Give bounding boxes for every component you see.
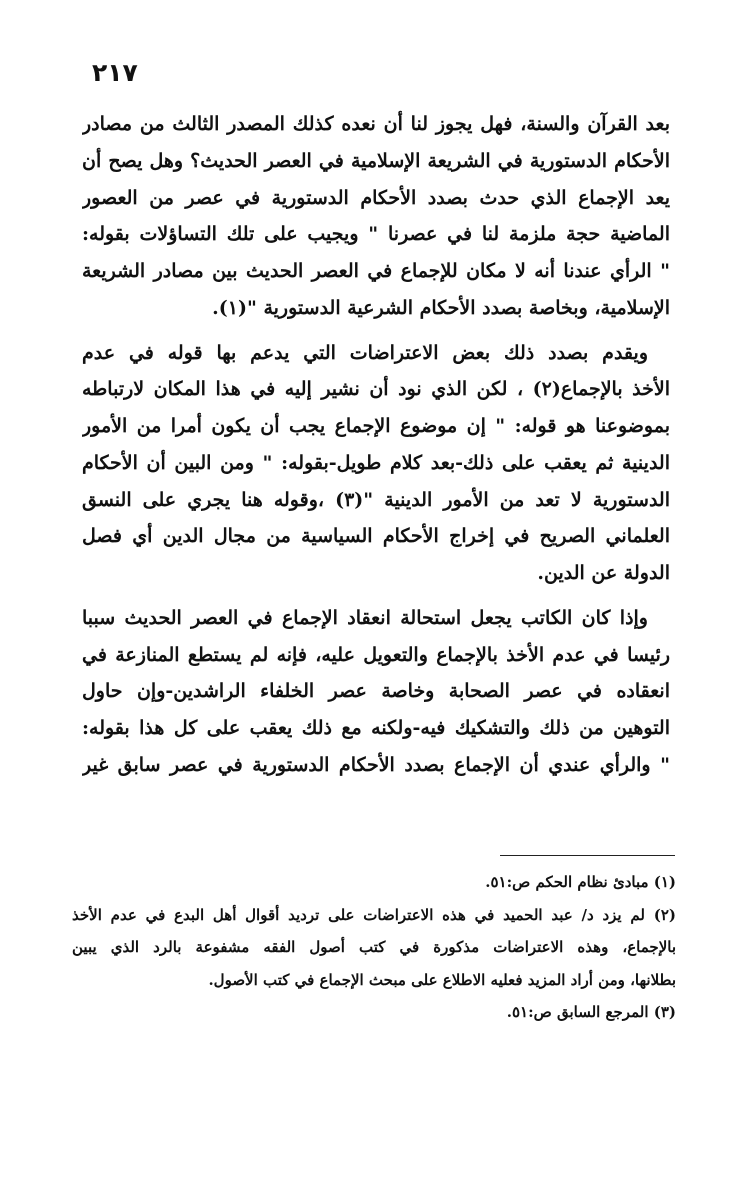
footnote-line: بطلانها، ومن أراد المزيد فعليه الاطلاع على مبحث الإجماع في كتب الأصول. [208,970,676,989]
page-number: ٢١٧ [92,58,138,87]
text-line: الدينية ثم يعقب على ذلك-بعد كلام طويل-بقوله: " ومن البين أن الأحكام [82,451,670,474]
text-line: يعد الإجماع الذي حدث بصدد الأحكام الدستورية في عصر من العصور [82,186,670,209]
paragraph [82,600,670,784]
text-line: الدستورية لا تعد من الأمور الدينية "(٣) ،وقوله هنا يجري على النسق [82,488,670,511]
text-line: انعقاده في عصر الصحابة وخاصة عصر الخلفاء الراشدين-وإن حاول [82,680,670,703]
text-line: " الرأي عندنا أنه لا مكان للإجماع في العصر الحديث بين مصادر الشريعة [82,260,670,282]
text-line: العلماني الصريح في إخراج الأحكام السياسية من مجال الدين أي فصل [82,525,670,548]
footnotes [72,866,676,1029]
text-line: بعد القرآن والسنة، فهل يجوز لنا أن نعده كذلك المصدر الثالث من مصادر [82,113,670,135]
paragraph [82,335,670,592]
text-line: " والرأي عندي أن الإجماع بصدد الأحكام الدستورية في عصر سابق غير [82,753,670,776]
text-line: الأخذ بالإجماع(٢) ، لكن الذي نود أن نشير إليه في هذا المكان لارتباطه [82,378,670,401]
body-text [82,106,670,784]
text-line: الأحكام الدستورية في الشريعة الإسلامية في العصر الحديث؟ وهل يصح أن [82,149,670,172]
text-line: الإسلامية، وبخاصة بصدد الأحكام الشرعية الدستورية "(١). [212,296,670,319]
text-line: الماضية حجة ملزمة لنا في عصرنا " ويجيب على تلك التساؤلات بقوله: [82,223,670,246]
footnote-divider [500,855,675,856]
text-line: وإذا كان الكاتب يجعل استحالة انعقاد الإجماع في العصر الحديث سببا [82,606,648,629]
text-line: الدولة عن الدين. [537,562,670,584]
text-line: ويقدم بصدد ذلك بعض الاعتراضات التي يدعم بها قوله في عدم [82,341,648,364]
footnote-line: (٢) لم يزد د/ عبد الحميد في هذه الاعتراضات على ترديد أقوال أهل البدع في عدم الأخذ [72,905,676,924]
text-line: رئيسا في عدم الأخذ بالإجماع والتعويل عليه، فإنه لم يستطع المنازعة في [82,643,670,666]
paragraph [82,106,670,327]
footnote-line: (٣) المرجع السابق ص:٥١. [506,1003,676,1021]
footnote-line: بالإجماع، وهذه الاعتراضات مذكورة في كتب أصول الفقه مشفوعة بالرد الذي يبين [72,938,676,956]
text-line: بموضوعنا هو قوله: " إن موضوع الإجماع يجب أن يكون أمرا من الأمور [82,415,670,437]
footnote-line: (١) مبادئ نظام الحكم ص:٥١. [485,873,676,891]
text-line: التوهين من ذلك والتشكيك فيه-ولكنه مع ذلك يعقب على كل هذا بقوله: [82,717,670,739]
